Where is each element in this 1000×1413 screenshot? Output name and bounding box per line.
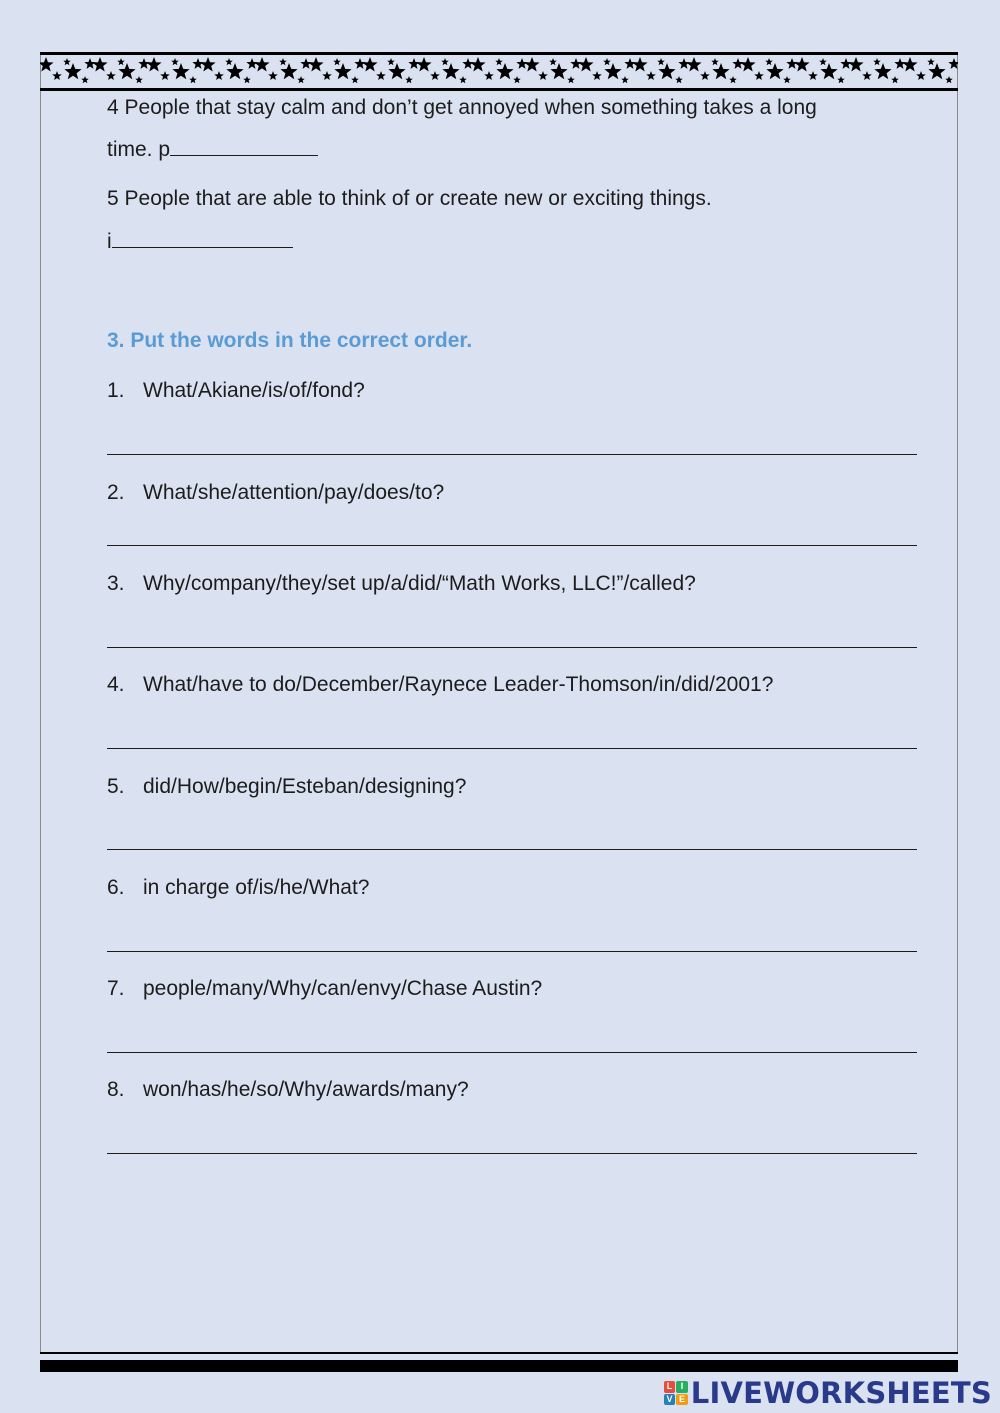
star-icon [891,76,899,83]
item5-text: 5 People that are able to think of or create new or exciting things. [107,187,712,210]
question-text: What/she/attention/pay/does/to? [143,481,445,504]
star-icon [81,76,89,83]
question-number: 7. [107,977,125,1000]
star-icon [686,57,701,72]
star-icon [604,63,621,79]
star-icon [118,63,135,79]
star-icon [405,76,413,83]
star-icon [700,71,710,80]
star-icon [765,58,773,65]
star-icon [160,71,170,80]
star-icon [632,57,647,72]
star-icon [430,71,440,80]
star-icon [621,76,629,83]
question-number: 1. [107,379,125,402]
star-icon [658,63,675,79]
answer-line-6[interactable] [107,951,917,952]
brand-name: LIVEWORKSHEETS [690,1376,992,1410]
star-icon [837,76,845,83]
star-icon [376,71,386,80]
star-icon [928,63,945,79]
star-icon [171,58,179,65]
star-icon [135,76,143,83]
star-icon [513,76,521,83]
star-icon [902,57,917,72]
star-icon [388,63,405,79]
question-text: in charge of/is/he/What? [143,876,370,899]
star-icon [578,57,593,72]
exercise2-item5-answer [107,227,293,256]
star-icon [279,58,287,65]
item4-cont: time. p [107,138,171,161]
exercise3-heading: 3. Put the words in the correct order. [107,329,473,352]
star-icon [334,63,351,79]
star-icon [675,76,683,83]
answer-line-7[interactable] [107,1052,917,1053]
star-icon [442,63,459,79]
star-icon [146,57,161,72]
star-icon [711,58,719,65]
answer-line-3[interactable] [107,647,917,648]
star-icon [646,71,656,80]
star-icon [657,58,665,65]
star-icon [808,71,818,80]
star-icon [308,57,323,72]
question-6 [107,874,369,902]
star-icon [297,76,305,83]
star-icon [549,58,557,65]
star-icon [766,63,783,79]
star-icon [200,57,215,72]
exercise2-item5 [107,185,712,213]
star-icon [106,71,116,80]
item5-cont: i [107,230,112,253]
star-icon [362,57,377,72]
star-icon [873,58,881,65]
star-icon [172,63,189,79]
star-icon [945,76,953,83]
star-icon [214,71,224,80]
logo-letter: V [664,1394,676,1406]
question-1 [107,377,365,405]
bottom-border-thin [40,1352,958,1354]
question-text: Why/company/they/set up/a/did/“Math Works, LLC!”/called? [143,572,696,595]
star-icon [729,76,737,83]
star-icon [225,58,233,65]
logo-letter: I [676,1381,688,1393]
item4-blank[interactable] [170,135,318,156]
question-number: 6. [107,876,125,899]
question-number: 3. [107,572,125,595]
exercise2-item4 [107,94,817,122]
question-4 [107,671,773,699]
answer-line-5[interactable] [107,849,917,850]
star-icon [874,63,891,79]
star-icon [441,58,449,65]
question-2 [107,479,444,507]
star-icon [243,76,251,83]
star-icon [268,71,278,80]
star-icon [470,57,485,72]
item4-text: 4 People that stay calm and don’t get annoyed when something takes a long [107,96,817,119]
star-icon [916,71,926,80]
logo-letter: E [676,1394,688,1406]
star-icon [783,76,791,83]
answer-line-1[interactable] [107,454,917,455]
star-icon [712,63,729,79]
logo-letter: L [664,1381,676,1393]
star-icon [848,57,863,72]
question-8 [107,1076,469,1104]
liveworksheets-logo [664,1376,992,1410]
star-icon [567,76,575,83]
star-icon [794,57,809,72]
star-icon [254,57,269,72]
star-icon [592,71,602,80]
question-number: 5. [107,775,125,798]
star-icon [92,57,107,72]
exercise2-item4-answer [107,135,318,164]
question-number: 2. [107,481,125,504]
question-number: 4. [107,673,125,696]
star-icon [189,76,197,83]
answer-line-4[interactable] [107,748,917,749]
star-icon [484,71,494,80]
star-icon [550,63,567,79]
question-text: What/Akiane/is/of/fond? [143,379,365,402]
star-icon [927,58,935,65]
star-icon [948,58,958,69]
answer-line-2[interactable] [107,545,917,546]
star-icon [416,57,431,72]
question-number: 8. [107,1078,125,1101]
star-icon [538,71,548,80]
star-icon [603,58,611,65]
question-text: did/How/begin/Esteban/designing? [143,775,467,798]
star-icon [226,63,243,79]
star-icon [280,63,297,79]
star-icon [496,63,513,79]
star-icon [862,71,872,80]
star-icon [64,63,81,79]
question-5 [107,773,466,801]
star-icon [333,58,341,65]
star-icon [63,58,71,65]
item5-blank[interactable] [112,227,293,248]
star-icon [740,57,755,72]
star-icon [524,57,539,72]
star-icon [52,71,62,80]
star-icon [40,57,54,72]
star-icon [387,58,395,65]
star-icon [754,71,764,80]
question-text: won/has/he/so/Why/awards/many? [143,1078,469,1101]
question-3 [107,570,696,598]
star-icon [820,63,837,79]
question-text: What/have to do/December/Raynece Leader-Thomson/in/did/2001? [143,673,774,696]
star-icon [322,71,332,80]
star-icon [117,58,125,65]
question-7 [107,975,542,1003]
star-pattern [40,52,958,92]
question-text: people/many/Why/can/envy/Chase Austin? [143,977,543,1000]
answer-line-8[interactable] [107,1153,917,1154]
bottom-border-thick [40,1360,958,1372]
star-icon [351,76,359,83]
star-icon [819,58,827,65]
star-icon [495,58,503,65]
star-border-top [40,52,958,92]
star-icon [459,76,467,83]
logo-grid-icon [664,1381,688,1405]
